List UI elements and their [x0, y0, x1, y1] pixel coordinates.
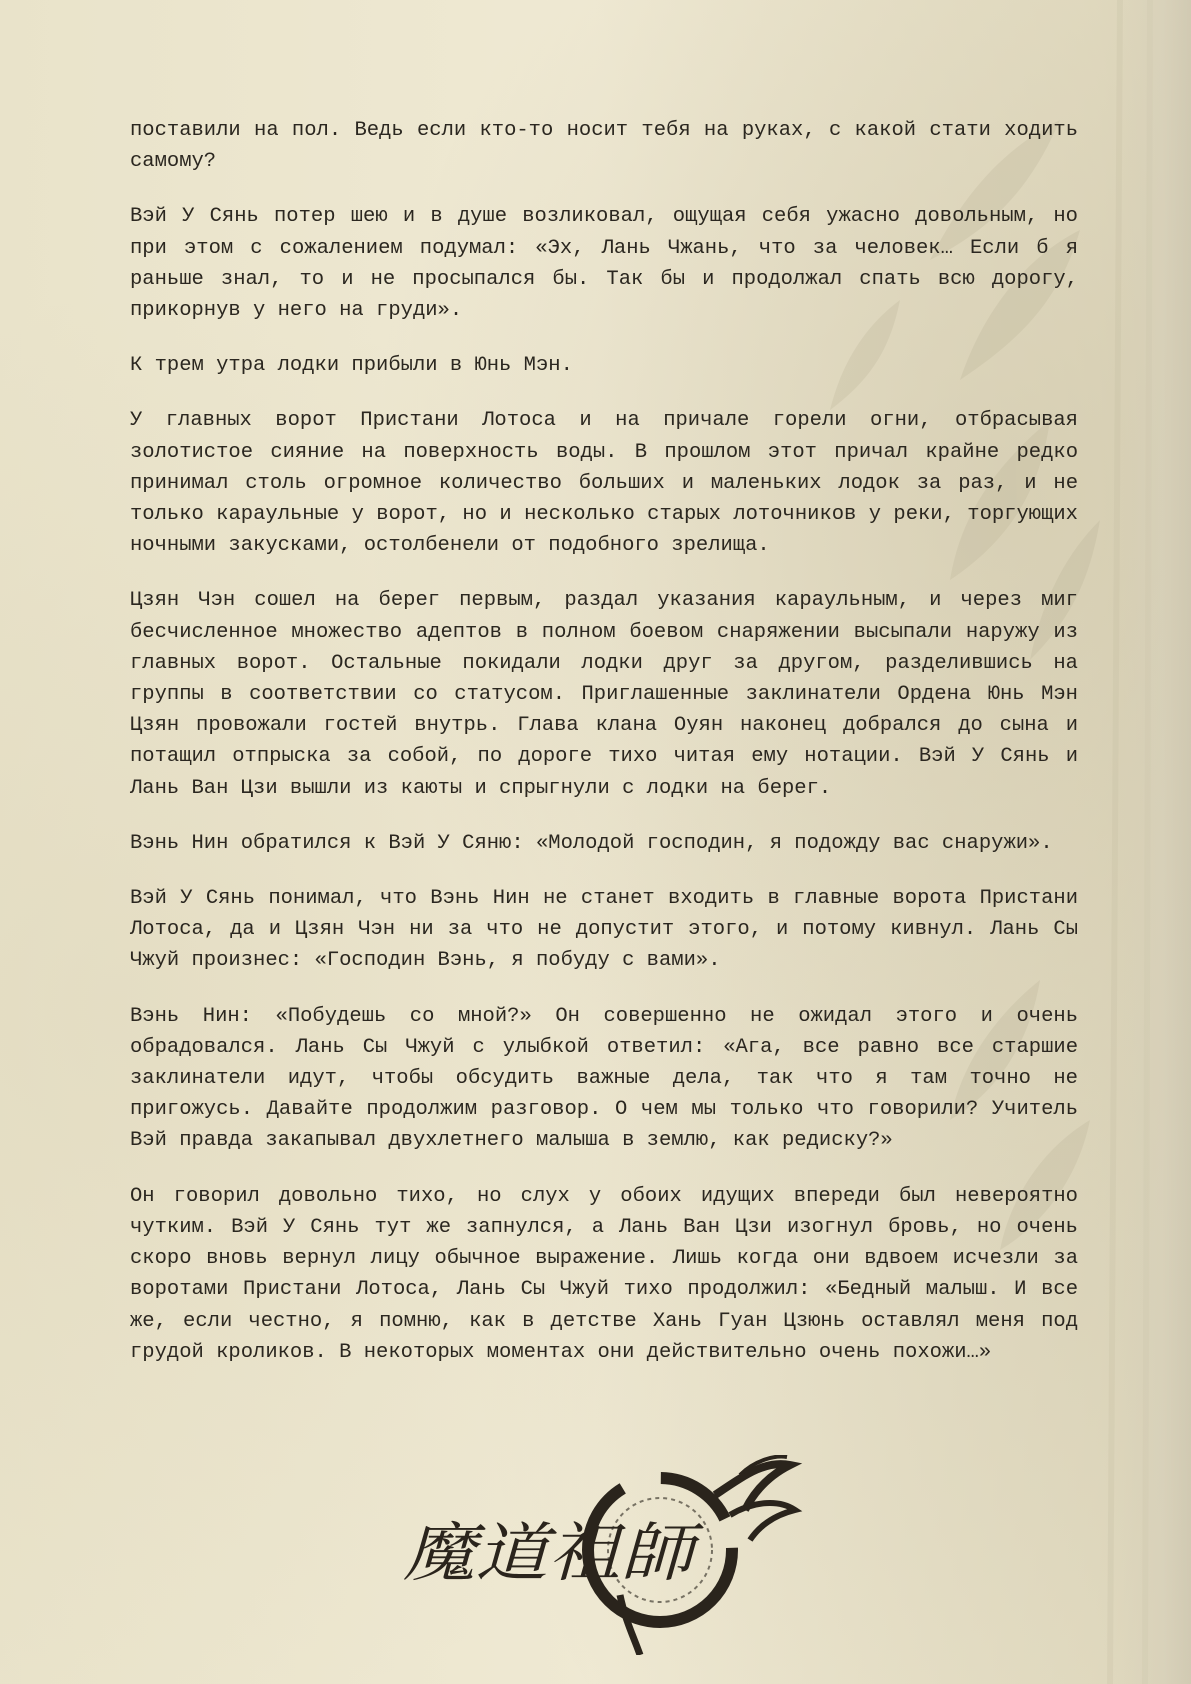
paragraph: Вэй У Сянь потер шею и в душе возликовал, ощущая себя ужасно довольным, но при этом с сожалением подумал: «Эх, Лань Чжань, что за человек… Если б я раньше знал, то и не просыпался бы. Так бы и продолжал спать всю дорогу, прикорнув у него на груди».	[130, 205, 1078, 323]
paragraph: К трем утра лодки прибыли в Юнь Мэн.	[130, 354, 573, 378]
paragraph: поставили на пол. Ведь если кто-то носит тебя на руках, с какой стати ходить самому?	[130, 119, 1078, 174]
mdzs-logo	[395, 1455, 805, 1655]
paragraph: Он говорил довольно тихо, но слух у обоих идущих впереди был невероятно чутким. Вэй У Сянь тут же запнулся, а Лань Ван Цзи изогнул бровь, но очень скоро вновь вернул лицу обычное выражение. Лишь когда они вдвоем исчезли за воротами Пристани Лотоса, Лань Сы Чжуй тихо продолжил: «Бедный малыш. И все же, если честно, я помню, как в детстве Хань Гуан Цзюнь оставлял меня под грудой кроликов. В некоторых моментах они действительно очень похожи…»	[130, 1184, 1078, 1364]
page-edge-shadow	[1121, 0, 1191, 1684]
logo-calligraphy: 魔道祖師	[403, 1517, 705, 1591]
paragraph: Цзян Чэн сошел на берег первым, раздал указания караульным, и через миг бесчисленное множество адептов в полном боевом снаряжении высыпали наружу из главных ворот. Остальные покидали лодки друг за другом, разделившись на группы в соответствии со статусом. Приглашенные заклинатели Ордена Юнь Мэн Цзян провожали гостей внутрь. Глава клана Оуян наконец добрался до сына и потащил отпрыска за собой, по дороге тихо читая ему нотации. Вэй У Сянь и Лань Ван Цзи вышли из каюты и спрыгнули с лодки на берег.	[130, 589, 1078, 800]
paragraph: У главных ворот Пристани Лотоса и на причале горели огни, отбрасывая золотистое сияние на поверхность воды. В прошлом этот причал крайне редко принимал столь огромное количество больших и маленьких лодок за раз, и не только караульные у ворот, но и несколько старых лоточников у реки, торгующих ночными закусками, остолбенели от подобного зрелища.	[130, 409, 1078, 558]
paragraph: Вэй У Сянь понимал, что Вэнь Нин не станет входить в главные ворота Пристани Лотоса, да и Цзян Чэн ни за что не допустит этого, и потому кивнул. Лань Сы Чжуй произнес: «Господин Вэнь, я побуду с вами».	[130, 887, 1078, 973]
paragraph: Вэнь Нин обратился к Вэй У Сяню: «Молодой господин, я подожду вас снаружи».	[130, 831, 1053, 855]
page-text	[130, 115, 1078, 1392]
paragraph: Вэнь Нин: «Побудешь со мной?» Он совершенно не ожидал этого и очень обрадовался. Лань Сы Чжуй с улыбкой ответил: «Ага, все равно все старшие заклинатели идут, чтобы обсудить важные дела, так что я там точно не пригожусь. Давайте продолжим разговор. О чем мы только что говорили? Учитель Вэй правда закапывал двухлетнего малыша в землю, как редиску?»	[130, 1004, 1078, 1153]
